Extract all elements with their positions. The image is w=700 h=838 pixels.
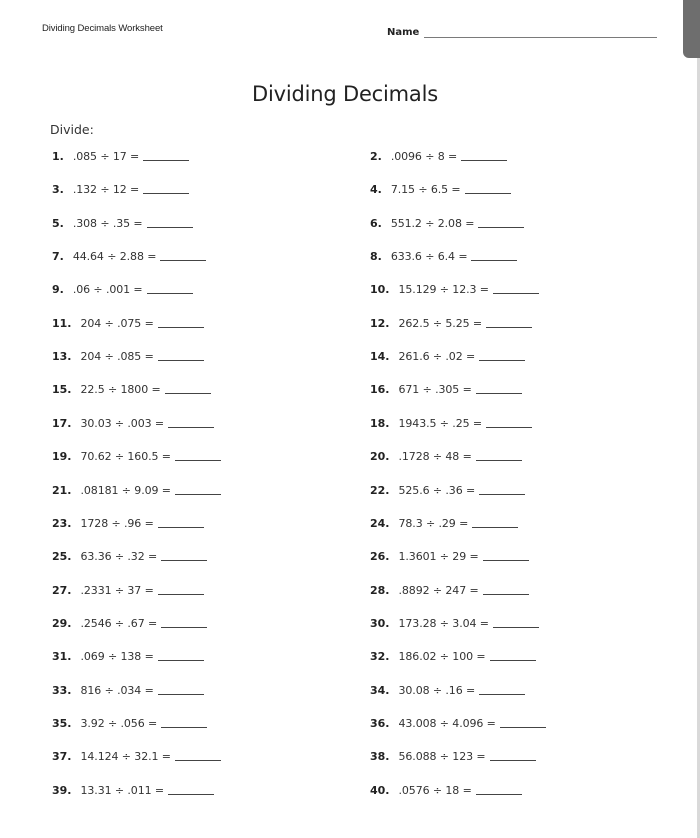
problem-item bbox=[370, 383, 522, 396]
problem-number: 4. bbox=[370, 183, 382, 197]
problem-item bbox=[370, 750, 536, 763]
problem-item bbox=[52, 784, 214, 797]
problem-number: 2. bbox=[370, 150, 382, 163]
answer-blank[interactable] bbox=[476, 393, 522, 394]
problem-item bbox=[370, 250, 517, 263]
problem-number: 13. bbox=[52, 350, 72, 364]
answer-blank[interactable] bbox=[478, 227, 524, 228]
problem-expression: 22.5 ÷ 1800 = bbox=[80, 383, 161, 397]
problem-number: 37. bbox=[52, 750, 72, 764]
problem-number: 25. bbox=[52, 550, 72, 564]
answer-blank[interactable] bbox=[461, 160, 507, 161]
problem-number: 17. bbox=[52, 416, 72, 430]
problem-number: 12. bbox=[370, 316, 390, 330]
problem-expression: 44.64 ÷ 2.88 = bbox=[72, 250, 157, 264]
problem-expression: .1728 ÷ 48 = bbox=[398, 450, 472, 464]
problem-number: 10. bbox=[370, 283, 390, 297]
problem-number: 22. bbox=[370, 483, 390, 497]
answer-blank[interactable] bbox=[161, 627, 207, 628]
problem-expression: .132 ÷ 12 = bbox=[72, 183, 140, 197]
worksheet-header-label: Dividing Decimals Worksheet bbox=[42, 23, 163, 34]
problem-item bbox=[370, 417, 532, 430]
answer-blank[interactable] bbox=[476, 460, 522, 461]
answer-blank[interactable] bbox=[490, 760, 536, 761]
problem-item bbox=[370, 484, 525, 497]
problem-number: 34. bbox=[370, 683, 390, 697]
problem-number: 14. bbox=[370, 350, 390, 364]
problem-expression: 551.2 ÷ 2.08 = bbox=[390, 216, 475, 230]
answer-blank[interactable] bbox=[479, 360, 525, 361]
problem-expression: .069 ÷ 138 = bbox=[80, 650, 154, 664]
problem-number: 35. bbox=[52, 716, 72, 730]
answer-blank[interactable] bbox=[479, 494, 525, 495]
problem-expression: .308 ÷ .35 = bbox=[72, 216, 143, 230]
problem-number: 40. bbox=[370, 783, 390, 797]
answer-blank[interactable] bbox=[500, 727, 546, 728]
problem-number: 38. bbox=[370, 750, 390, 764]
problem-number: 6. bbox=[370, 216, 382, 230]
problem-expression: 13.31 ÷ .011 = bbox=[80, 783, 165, 797]
problem-number: 19. bbox=[52, 450, 72, 464]
problem-item bbox=[52, 350, 204, 363]
problem-expression: .06 ÷ .001 = bbox=[72, 283, 143, 297]
problem-expression: 30.03 ÷ .003 = bbox=[80, 416, 165, 430]
problem-expression: 173.28 ÷ 3.04 = bbox=[398, 616, 489, 630]
answer-blank[interactable] bbox=[483, 594, 529, 595]
problem-number: 21. bbox=[52, 483, 72, 497]
answer-blank[interactable] bbox=[483, 560, 529, 561]
problem-item bbox=[52, 150, 189, 163]
problem-number: 1. bbox=[52, 150, 64, 163]
problem-number: 7. bbox=[52, 250, 64, 264]
problem-item bbox=[52, 383, 211, 396]
problem-number: 18. bbox=[370, 416, 390, 430]
problem-expression: 671 ÷ .305 = bbox=[398, 383, 472, 397]
problem-item bbox=[52, 417, 214, 430]
answer-blank[interactable] bbox=[147, 293, 193, 294]
problem-expression: 525.6 ÷ .36 = bbox=[398, 483, 476, 497]
problem-expression: 1.3601 ÷ 29 = bbox=[398, 550, 479, 564]
problem-item bbox=[370, 350, 525, 363]
problem-expression: .0096 ÷ 8 = bbox=[390, 150, 458, 163]
problem-item bbox=[52, 450, 221, 463]
answer-blank[interactable] bbox=[165, 393, 211, 394]
problem-number: 9. bbox=[52, 283, 64, 297]
problem-number: 11. bbox=[52, 316, 72, 330]
answer-blank[interactable] bbox=[175, 460, 221, 461]
problem-number: 27. bbox=[52, 583, 72, 597]
problem-expression: 204 ÷ .075 = bbox=[80, 316, 154, 330]
scrollbar-thumb[interactable] bbox=[683, 0, 700, 58]
problem-expression: 204 ÷ .085 = bbox=[80, 350, 154, 364]
answer-blank[interactable] bbox=[175, 494, 221, 495]
problem-number: 5. bbox=[52, 216, 64, 230]
problem-item bbox=[370, 650, 536, 663]
problem-expression: 30.08 ÷ .16 = bbox=[398, 683, 476, 697]
problem-item bbox=[370, 717, 546, 730]
problem-number: 20. bbox=[370, 450, 390, 464]
problem-expression: 1728 ÷ .96 = bbox=[80, 516, 154, 530]
problem-item bbox=[370, 150, 507, 163]
problem-number: 8. bbox=[370, 250, 382, 264]
answer-blank[interactable] bbox=[158, 527, 204, 528]
problem-number: 29. bbox=[52, 616, 72, 630]
problem-item bbox=[370, 550, 529, 563]
problem-expression: .2331 ÷ 37 = bbox=[80, 583, 154, 597]
problem-item bbox=[370, 317, 532, 330]
problem-item bbox=[52, 183, 189, 196]
problem-number: 16. bbox=[370, 383, 390, 397]
answer-blank[interactable] bbox=[168, 794, 214, 795]
problem-expression: 7.15 ÷ 6.5 = bbox=[390, 183, 461, 197]
name-label: Name bbox=[387, 27, 420, 38]
problem-expression: 1943.5 ÷ .25 = bbox=[398, 416, 483, 430]
answer-blank[interactable] bbox=[465, 193, 511, 194]
answer-blank[interactable] bbox=[161, 560, 207, 561]
problem-expression: 816 ÷ .034 = bbox=[80, 683, 154, 697]
problem-expression: 633.6 ÷ 6.4 = bbox=[390, 250, 468, 264]
problem-number: 3. bbox=[52, 183, 64, 197]
problem-item bbox=[52, 750, 221, 763]
problem-item bbox=[52, 517, 204, 530]
problem-item bbox=[52, 317, 204, 330]
problem-expression: 43.008 ÷ 4.096 = bbox=[398, 716, 496, 730]
answer-blank[interactable] bbox=[158, 660, 204, 661]
problem-item bbox=[370, 450, 522, 463]
problem-item bbox=[370, 584, 529, 597]
problem-item bbox=[52, 717, 207, 730]
problem-number: 24. bbox=[370, 516, 390, 530]
problem-expression: 186.02 ÷ 100 = bbox=[398, 650, 486, 664]
problem-item bbox=[370, 283, 539, 296]
problem-number: 28. bbox=[370, 583, 390, 597]
problem-expression: 261.6 ÷ .02 = bbox=[398, 350, 476, 364]
answer-blank[interactable] bbox=[161, 727, 207, 728]
problem-number: 26. bbox=[370, 550, 390, 564]
problem-expression: .08181 ÷ 9.09 = bbox=[80, 483, 171, 497]
answer-blank[interactable] bbox=[158, 327, 204, 328]
problem-item bbox=[370, 784, 522, 797]
problem-number: 39. bbox=[52, 783, 72, 797]
answer-blank[interactable] bbox=[479, 694, 525, 695]
answer-blank[interactable] bbox=[476, 794, 522, 795]
answer-blank[interactable] bbox=[175, 760, 221, 761]
answer-blank[interactable] bbox=[490, 660, 536, 661]
problem-expression: 262.5 ÷ 5.25 = bbox=[398, 316, 483, 330]
answer-blank[interactable] bbox=[158, 694, 204, 695]
answer-blank[interactable] bbox=[493, 293, 539, 294]
problem-expression: .085 ÷ 17 = bbox=[72, 150, 140, 163]
problem-number: 23. bbox=[52, 516, 72, 530]
answer-blank[interactable] bbox=[168, 427, 214, 428]
problem-expression: 14.124 ÷ 32.1 = bbox=[80, 750, 171, 764]
problem-expression: .0576 ÷ 18 = bbox=[398, 783, 472, 797]
problem-item bbox=[52, 283, 193, 296]
problem-expression: .8892 ÷ 247 = bbox=[398, 583, 479, 597]
problem-expression: 78.3 ÷ .29 = bbox=[398, 516, 469, 530]
answer-blank[interactable] bbox=[143, 160, 189, 161]
problem-item bbox=[370, 684, 525, 697]
problem-item bbox=[52, 617, 207, 630]
problem-item bbox=[52, 550, 207, 563]
instruction-label: Divide: bbox=[50, 122, 94, 137]
problem-item bbox=[52, 684, 204, 697]
answer-blank[interactable] bbox=[158, 594, 204, 595]
answer-blank[interactable] bbox=[493, 627, 539, 628]
problem-item bbox=[52, 650, 204, 663]
problem-expression: 56.088 ÷ 123 = bbox=[398, 750, 486, 764]
answer-blank[interactable] bbox=[143, 193, 189, 194]
problem-expression: 63.36 ÷ .32 = bbox=[80, 550, 158, 564]
answer-blank[interactable] bbox=[486, 427, 532, 428]
problem-item bbox=[370, 217, 524, 230]
problem-number: 30. bbox=[370, 616, 390, 630]
problem-item bbox=[370, 183, 511, 196]
problem-item bbox=[52, 584, 204, 597]
answer-blank[interactable] bbox=[471, 260, 517, 261]
answer-blank[interactable] bbox=[158, 360, 204, 361]
page-title: Dividing Decimals bbox=[252, 82, 438, 106]
answer-blank[interactable] bbox=[160, 260, 206, 261]
problem-item bbox=[52, 217, 193, 230]
name-field-line bbox=[424, 37, 657, 38]
problem-item bbox=[370, 517, 518, 530]
problem-expression: .2546 ÷ .67 = bbox=[80, 616, 158, 630]
answer-blank[interactable] bbox=[147, 227, 193, 228]
problem-expression: 3.92 ÷ .056 = bbox=[80, 716, 158, 730]
problem-number: 15. bbox=[52, 383, 72, 397]
problem-item bbox=[52, 484, 221, 497]
answer-blank[interactable] bbox=[472, 527, 518, 528]
answer-blank[interactable] bbox=[486, 327, 532, 328]
problem-item bbox=[370, 617, 539, 630]
problem-number: 31. bbox=[52, 650, 72, 664]
problem-expression: 70.62 ÷ 160.5 = bbox=[80, 450, 171, 464]
problem-item bbox=[52, 250, 206, 263]
problem-number: 32. bbox=[370, 650, 390, 664]
problem-number: 33. bbox=[52, 683, 72, 697]
problem-number: 36. bbox=[370, 716, 390, 730]
problem-expression: 15.129 ÷ 12.3 = bbox=[398, 283, 489, 297]
